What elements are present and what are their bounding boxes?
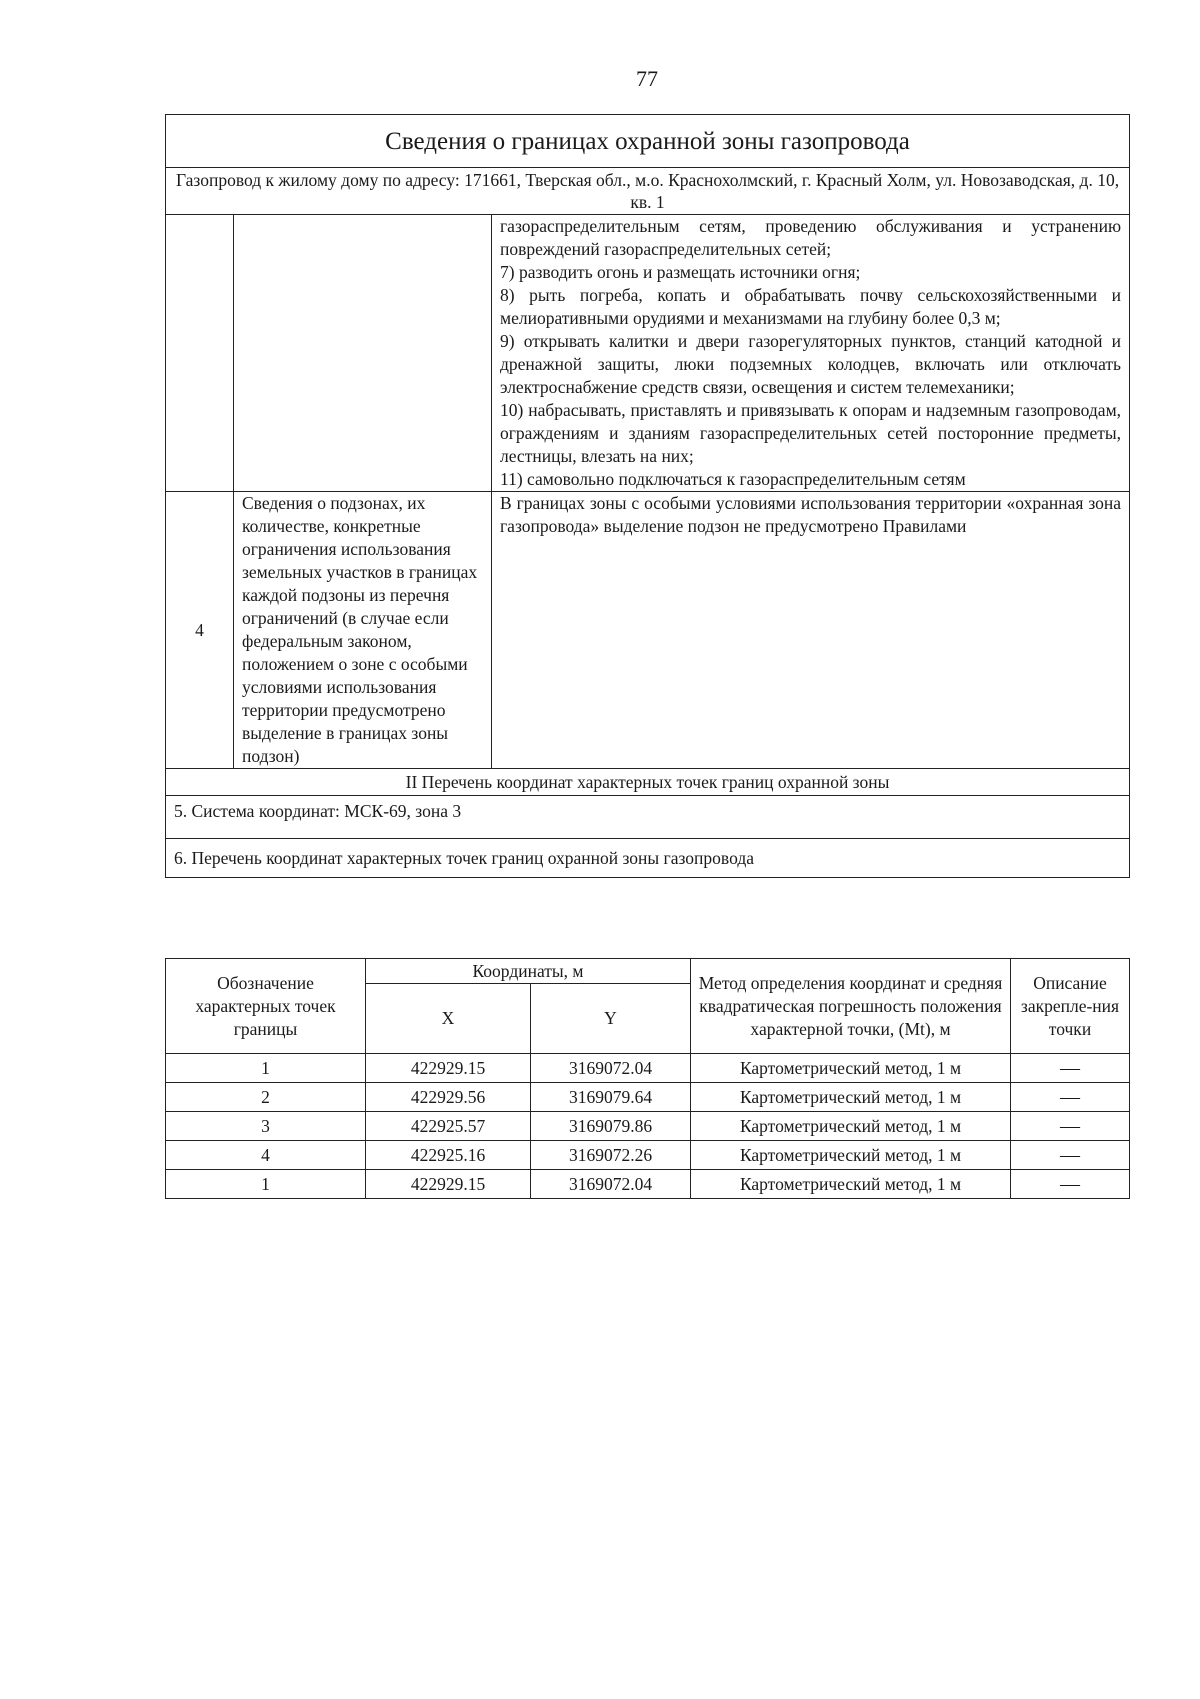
cell-point: 2 xyxy=(166,1083,366,1112)
table-row xyxy=(166,1141,1130,1170)
row-number-empty xyxy=(166,215,234,492)
page-number: 77 xyxy=(636,66,658,91)
cell-description: — xyxy=(1011,1112,1130,1141)
row-number: 4 xyxy=(166,492,234,769)
coordinates-table xyxy=(165,958,1130,1199)
cell-method: Картометрический метод, 1 м xyxy=(691,1141,1011,1170)
restriction-item: 8) рыть погреба, копать и обрабатывать почву сельскохозяйственными и мелиоративными орудиями и механизмами на глубину более 0,3 м; xyxy=(500,285,1122,328)
header-point: Обозначение характерных точек границы xyxy=(166,959,366,1054)
cell-method: Картометрический метод, 1 м xyxy=(691,1054,1011,1083)
table-row xyxy=(166,1083,1130,1112)
cell-x: 422929.15 xyxy=(366,1054,531,1083)
cell-point: 4 xyxy=(166,1141,366,1170)
cell-x: 422929.56 xyxy=(366,1083,531,1112)
restriction-item: 7) разводить огонь и размещать источники огня; xyxy=(500,262,861,282)
cell-x: 422929.15 xyxy=(366,1170,531,1199)
restrictions-list xyxy=(492,215,1130,492)
address-line: Газопровод к жилому дому по адресу: 171661, Тверская обл., м.о. Краснохолмский, г. Красный Холм, ул. Новозаводская, д. 10, кв. 1 xyxy=(166,168,1130,215)
coordinate-system: 5. Система координат: МСК-69, зона 3 xyxy=(166,796,1130,839)
subzones-value: В границах зоны с особыми условиями использования территории «охранная зона газопровода» выделение подзон не предусмотрено Правилами xyxy=(492,492,1130,769)
header-coordinates: Координаты, м xyxy=(366,959,691,984)
cell-x: 422925.16 xyxy=(366,1141,531,1170)
header-y: Y xyxy=(531,984,691,1054)
cell-point: 3 xyxy=(166,1112,366,1141)
cell-y: 3169079.64 xyxy=(531,1083,691,1112)
table-row xyxy=(166,1054,1130,1083)
header-method: Метод определения координат и средняя квадратическая погрешность положения характерной точки, (Mt), м xyxy=(691,959,1011,1054)
cell-description: — xyxy=(1011,1083,1130,1112)
cell-x: 422925.57 xyxy=(366,1112,531,1141)
cell-point: 1 xyxy=(166,1054,366,1083)
document-title: Сведения о границах охранной зоны газопровода xyxy=(166,115,1130,168)
subzones-label: Сведения о подзонах, их количестве, конкретные ограничения использования земельных участков в границах каждой подзоны из перечня ограничений (в случае если федеральным законом, положением о зоне с особыми условиями использования территории предусмотрено выделение в границах зоны подзон) xyxy=(234,492,492,769)
table-row xyxy=(166,1170,1130,1199)
restriction-item: 11) самовольно подключаться к газораспределительным сетям xyxy=(500,469,966,489)
cell-y: 3169072.04 xyxy=(531,1170,691,1199)
restriction-item: 9) открывать калитки и двери газорегуляторных пунктов, станций катодной и дренажной защиты, люки подземных колодцев, включать или отключать электроснабжение средств связи, освещения и систем телемеханики; xyxy=(500,331,1122,397)
cell-point: 1 xyxy=(166,1170,366,1199)
zone-info-table xyxy=(165,114,1130,878)
cell-y: 3169072.26 xyxy=(531,1141,691,1170)
table-row xyxy=(166,1112,1130,1141)
section-heading: II Перечень координат характерных точек границ охранной зоны xyxy=(166,769,1130,796)
row-label-empty xyxy=(234,215,492,492)
cell-description: — xyxy=(1011,1054,1130,1083)
restriction-item: 10) набрасывать, приставлять и привязывать к опорам и надземным газопроводам, ограждениям и зданиям газораспределительных сетей посторонние предметы, лестницы, влезать на них; xyxy=(500,400,1122,466)
cell-y: 3169079.86 xyxy=(531,1112,691,1141)
header-x: X xyxy=(366,984,531,1054)
restriction-item: газораспределительным сетям, проведению обслуживания и устранению повреждений газораспределительных сетей; xyxy=(500,216,1122,259)
cell-method: Картометрический метод, 1 м xyxy=(691,1083,1011,1112)
cell-method: Картометрический метод, 1 м xyxy=(691,1170,1011,1199)
header-description: Описание закрепле-ния точки xyxy=(1011,959,1130,1054)
cell-method: Картометрический метод, 1 м xyxy=(691,1112,1011,1141)
cell-y: 3169072.04 xyxy=(531,1054,691,1083)
coordinate-list-title: 6. Перечень координат характерных точек границ охранной зоны газопровода xyxy=(166,839,1130,878)
cell-description: — xyxy=(1011,1141,1130,1170)
cell-description: — xyxy=(1011,1170,1130,1199)
